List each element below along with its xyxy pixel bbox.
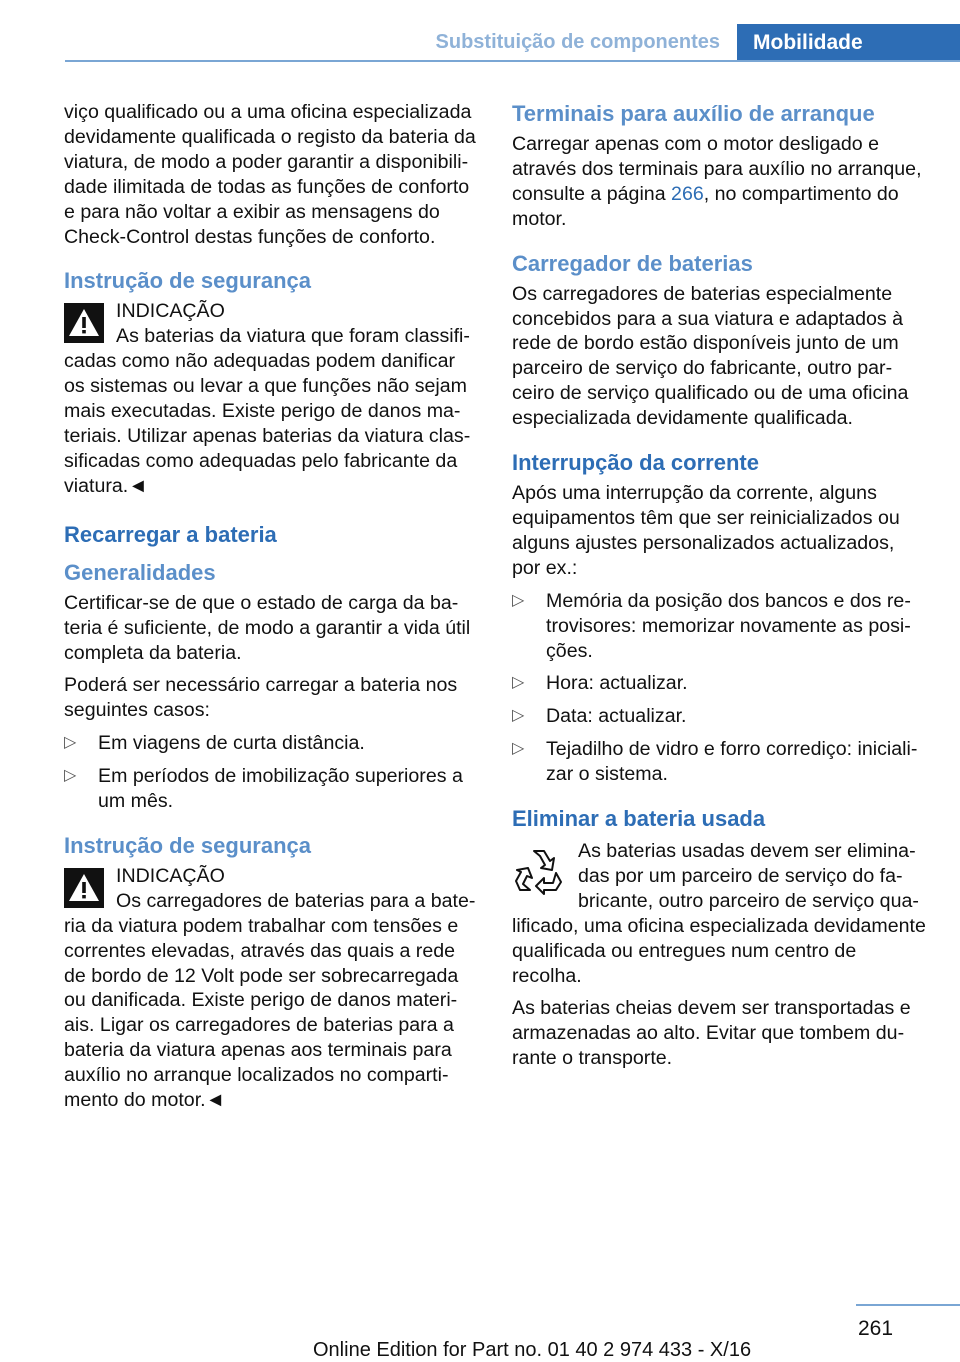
recycle-icon: [512, 843, 566, 897]
terminals-text-before: Carregar apenas com o motor desligado e através dos terminais para auxílio no arranque, consulte a página: [512, 133, 922, 205]
page-link-266[interactable]: 266: [671, 182, 704, 205]
header-section-title: Substituição de componentes: [435, 31, 720, 53]
header-rule: [65, 60, 960, 62]
terminals-text-after: , no compartimento do motor.: [512, 182, 899, 230]
bullet-triangle-icon: ▷: [512, 707, 525, 725]
header-chapter-tab: [737, 24, 960, 62]
list-item: [64, 731, 479, 756]
warning-notice-1: [64, 299, 479, 498]
notice-title-1: INDICAÇÃO: [116, 300, 225, 323]
bullet-triangle-icon: ▷: [64, 767, 77, 785]
general-paragraph-1: Certificar-se de que o estado de carga da bateria é suficiente, de modo a garantir a vida útil completa da bateria.: [64, 591, 471, 664]
list-item-text: Em períodos de imobilização superiores a um mês.: [98, 765, 463, 813]
list-item-text: Memória da posição dos bancos e dos retrovisores: memorizar novamente as posições.: [546, 589, 911, 662]
page-header: [0, 0, 960, 62]
list-item-text: Tejadilho de vidro e forro corrediço: inicializar o sistema.: [546, 738, 918, 786]
right-column: [512, 100, 927, 1079]
list-item-text: Data: actualizar.: [546, 705, 687, 728]
safety-heading-2: Instrução de segurança: [64, 832, 311, 858]
disposal-paragraph-2: As baterias cheias devem ser transportadas e armazenadas ao alto. Evitar que tombem durante o transporte.: [512, 997, 911, 1070]
list-item: [512, 589, 927, 664]
power-paragraph: Após uma interrupção da corrente, alguns equipamentos têm que ser reinicializados ou alguns ajustes personalizados actualizados, por ex.:: [512, 482, 900, 579]
list-item-text: Hora: actualizar.: [546, 672, 688, 695]
bullet-triangle-icon: ▷: [512, 740, 525, 758]
recharge-bullet-list: [64, 731, 479, 814]
bullet-triangle-icon: ▷: [512, 591, 525, 609]
notice-body-1: As baterias da viatura que foram classificadas como não adequadas podem danificar os sistemas ou levar a que funções não sejam mais executadas. Existe perigo de danos materiais. Utilizar apenas baterias da viatura classificadas como adequadas pelo fabricante da viatura.◄: [64, 325, 471, 497]
list-item: [512, 704, 927, 729]
intro-paragraph: viço qualificado ou a uma oficina especializada devidamente qualificada o registo da bateria da viatura, de modo a poder garantir a disponibilidade ilimitada de todas as funções de conforto e para não voltar a exibir as mensagens do Check-Control destas funções de conforto.: [64, 101, 476, 248]
power-interruption-heading: Interrupção da corrente: [512, 450, 759, 476]
list-item-text: Em viagens de curta distância.: [98, 732, 365, 755]
footer-rule: [856, 1304, 960, 1306]
list-item: [512, 737, 927, 787]
warning-notice-2: [64, 864, 479, 1113]
footer-edition: Online Edition for Part no. 01 40 2 974 433 - X/16: [313, 1339, 752, 1361]
header-chapter-label: Mobilidade: [753, 31, 863, 54]
charger-heading: Carregador de baterias: [512, 250, 753, 276]
bullet-triangle-icon: ▷: [512, 674, 525, 692]
notice-title-2: INDICAÇÃO: [116, 864, 225, 887]
terminals-paragraph: [512, 132, 927, 232]
general-paragraph-2: Poderá ser necessário carregar a bateria nos seguintes casos:: [64, 674, 458, 722]
bullet-triangle-icon: ▷: [64, 734, 77, 752]
terminals-heading: Terminais para auxílio de arranque: [512, 101, 875, 126]
warning-triangle-icon: [64, 868, 104, 908]
page-number: 261: [858, 1317, 894, 1340]
charger-paragraph: Os carregadores de baterias especialmente concebidos para a sua viatura e adaptados à rede de bordo estão disponíveis junto de um parceiro de serviço do fabricante, outro parceiro de serviço qualificado ou de uma oficina especializada devidamente qualificada.: [512, 282, 909, 430]
recharge-heading: Recarregar a bateria: [64, 521, 277, 547]
power-bullet-list: [512, 589, 927, 787]
list-item: [512, 671, 927, 696]
page-footer: [0, 1300, 960, 1362]
disposal-heading: Eliminar a bateria usada: [512, 806, 766, 832]
warning-triangle-icon: [64, 303, 104, 343]
left-column: [64, 100, 479, 1123]
disposal-paragraph-1: [512, 839, 927, 988]
safety-heading-1: Instrução de segurança: [64, 268, 311, 294]
disposal-text-1: As baterias usadas devem ser eliminadas por um parceiro de serviço do fabricante, outro parceiro de serviço qualificado, uma oficina especializada devidamente qualificada ou entregues num centro de recolha.: [512, 840, 926, 987]
notice-body-2: Os carregadores de baterias para a bateria da viatura podem trabalhar com tensões e correntes elevadas, através das quais a rede de bordo de 12 Volt pode ser sobrecarregada ou danificada. Existe perigo de danos materiais. Ligar os carregadores de baterias para a bateria da viatura apenas aos terminais para auxílio no arranque localizados no compartimento do motor.◄: [64, 889, 476, 1112]
list-item: [64, 764, 479, 814]
general-heading: Generalidades: [64, 559, 216, 585]
